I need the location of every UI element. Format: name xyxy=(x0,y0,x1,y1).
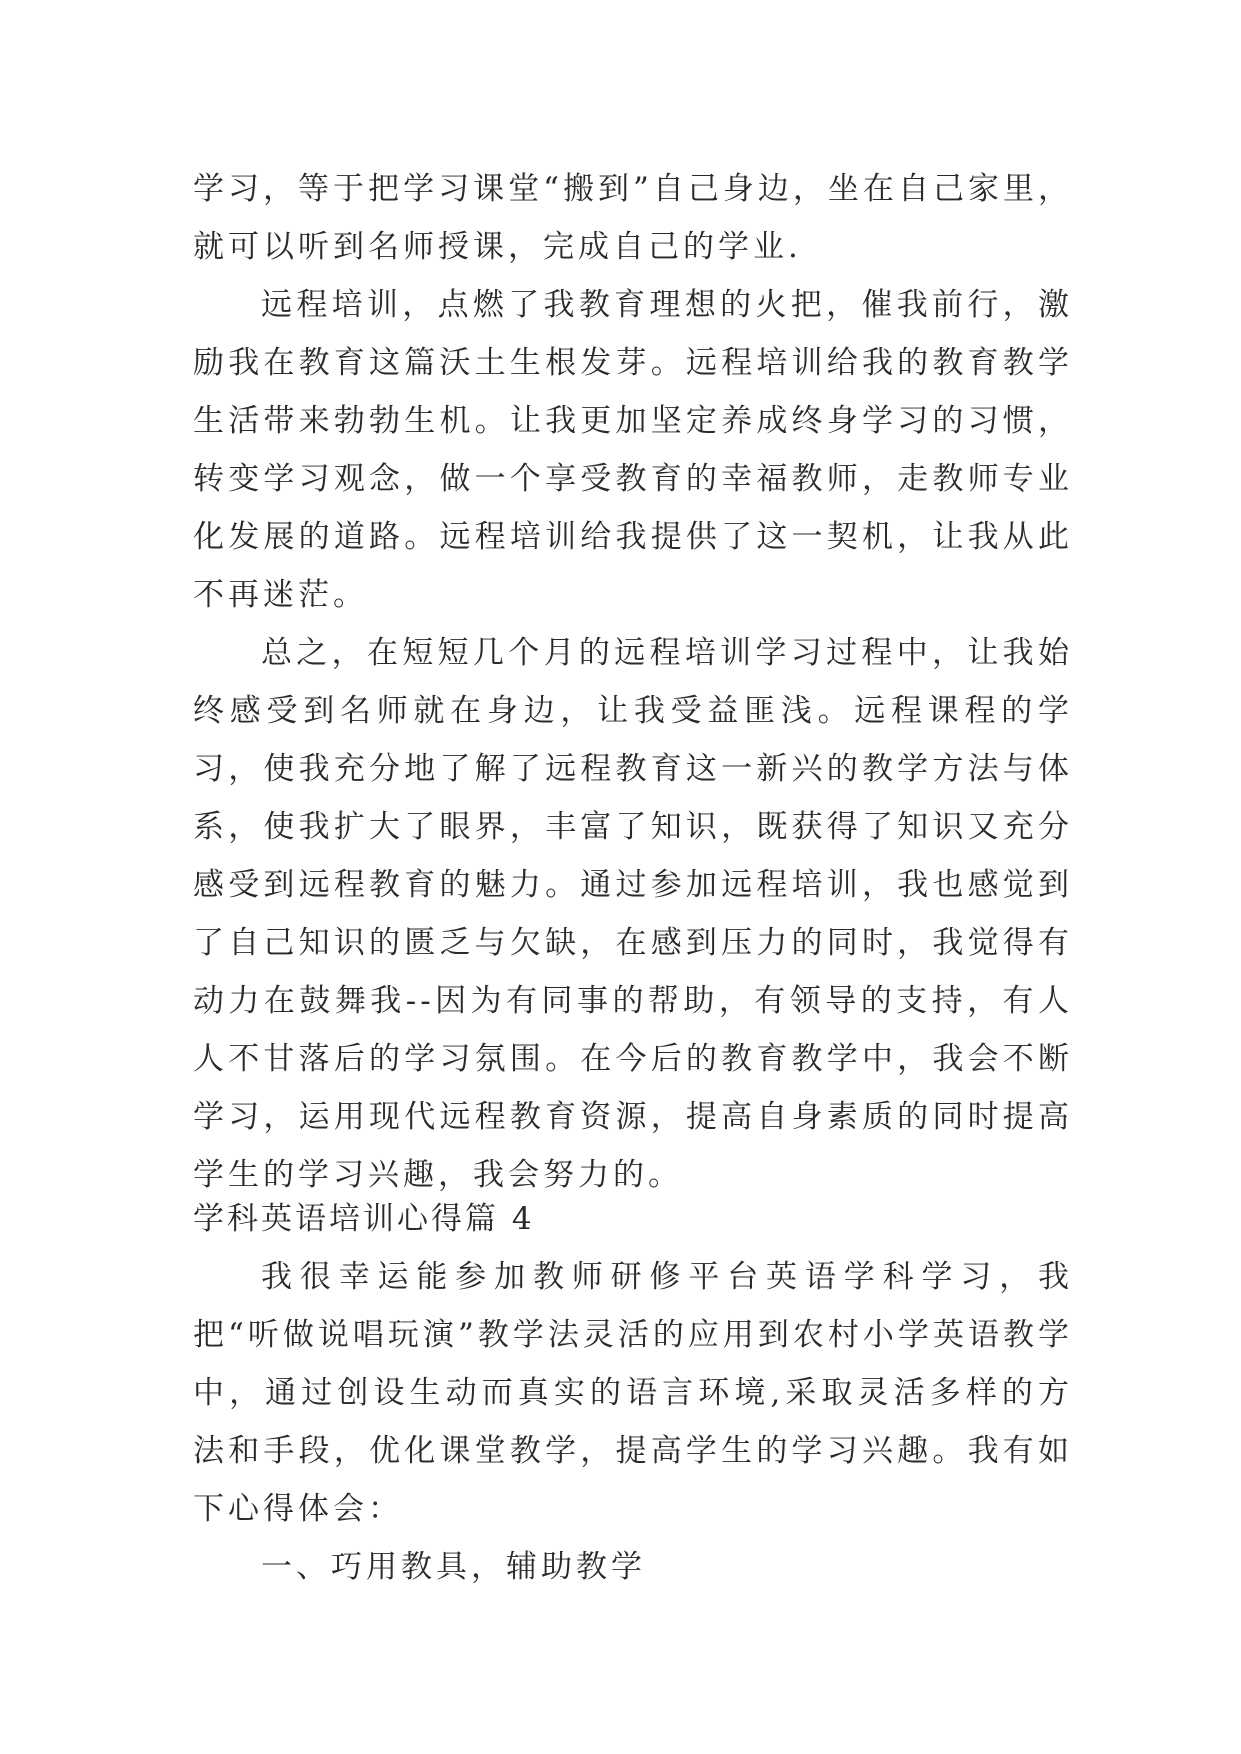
paragraph-intro: 我很幸运能参加教师研修平台英语学科学习，我把“听做说唱玩演”教学法灵活的应用到农村小学英语教学中，通过创设生动而真实的语言环境,采取灵活多样的方法和手段，优化课堂教学，提高学生的学习兴趣。我有如下心得体会： xyxy=(193,1259,1073,1527)
paragraph-summary: 总之，在短短几个月的远程培训学习过程中，让我始终感受到名师就在身边，让我受益匪浅。远程课程的学习，使我充分地了解了远程教育这一新兴的教学方法与体系，使我扩大了眼界，丰富了知识，既获得了知识又充分感受到远程教育的魅力。通过参加远程培训，我也感觉到了自己知识的匮乏与欠缺，在感到压力的同时，我觉得有动力在鼓舞我--因为有同事的帮助，有领导的支持，有人人不甘落后的学习氛围。在今后的教育教学中，我会不断学习，运用现代远程教育资源，提高自身素质的同时提高学生的学习兴趣，我会努力的。 xyxy=(193,635,1073,1193)
paragraph-continuation: 学习，等于把学习课堂“搬到”自己身边，坐在自己家里，就可以听到名师授课，完成自己的学业. xyxy=(193,171,1073,265)
body-text-bottom xyxy=(193,1190,1073,1596)
paragraph-point-1: 一、巧用教具，辅助教学 xyxy=(261,1549,646,1585)
section-heading: 学科英语培训心得篇 4 xyxy=(193,1201,535,1237)
body-text-top xyxy=(193,160,1073,1204)
paragraph-remote-training: 远程培训，点燃了我教育理想的火把，催我前行，激励我在教育这篇沃土生根发芽。远程培训给我的教育教学生活带来勃勃生机。让我更加坚定养成终身学习的习惯，转变学习观念，做一个享受教育的幸福教师，走教师专业化发展的道路。远程培训给我提供了这一契机，让我从此不再迷茫。 xyxy=(193,287,1073,613)
